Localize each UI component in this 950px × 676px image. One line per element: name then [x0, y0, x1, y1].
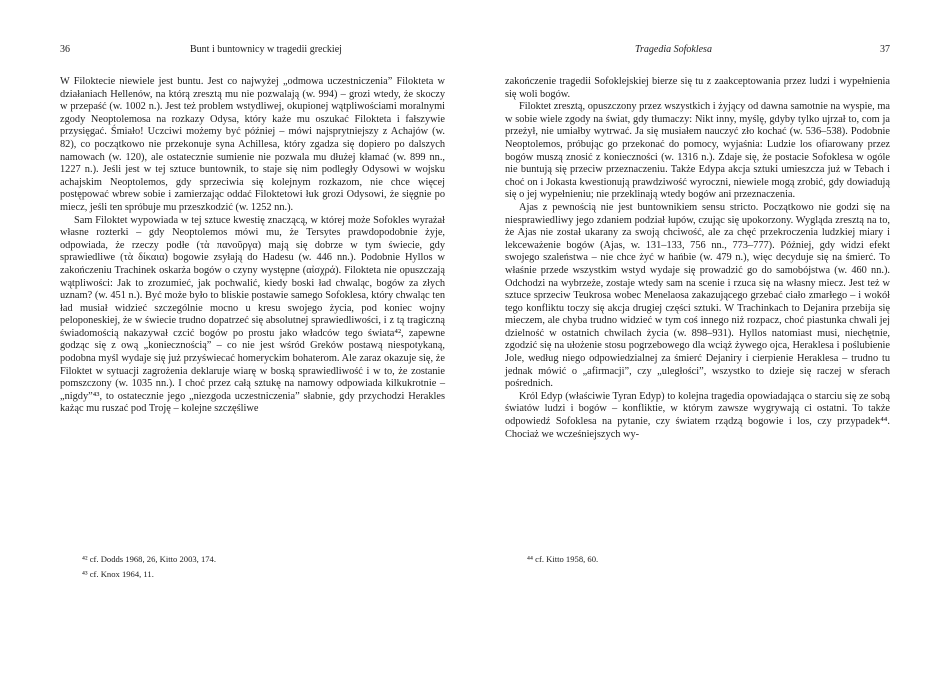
right-page-body — [505, 76, 890, 441]
paragraph: Filoktet zresztą, opuszczony przez wszystkich i żyjący od dawna samotnie na wyspie, ma w sobie wiele zgody na świat, gdy tłumaczy: Nikt inny, myślę, gdyby tylko ujrzał to, com ja przeżył, nie umiałby wytrwać. Ja się musiałem nauczyć zło kochać (w. 536–538). Podobnie Neoptolemos, próbując go przekonać do pomocy, wyjaśnia: Ludzie los ofiarowany przez bogów muszą znosić z konieczności (w. 1316 n.). Zdaje się, że postacie Sofoklesa w ogóle nie buntują się przeciw przeznaczeniu. Także Edypa akcja sztuki umieszcza już w Tebach i choć on i Jokasta kwestionują prawdziwość wyroczni, niewiele mogą zrobić, gdy dowiadują się o jej wypełnieniu; nie przeklinają wtedy bogów ani przeznaczenia. — [505, 101, 890, 201]
right-page-footnotes — [505, 552, 890, 567]
right-page-header — [505, 44, 890, 60]
running-head: Bunt i buntownicy w tragedii greckiej — [190, 44, 342, 55]
left-page-header — [60, 44, 445, 60]
paragraph: W Filoktecie niewiele jest buntu. Jest co najwyżej „odmowa uczestniczenia” Filokteta w działaniach Hellenów, na którą zresztą mu nie pozwalają (w. 994) – grozi wtedy, że skoczy w przepaść (w. 1002 n.). Jest też problem wstydliwej, okupionej wątpliwościami moralnymi zgody Neoptolemosa na rozkazy Odysa, który każe mu oszukać Filokteta i fałszywie przysięgać. Śmiało! Uczciwi możemy być później – mówi najsprytniejszy z Achajów (w. 82), co początkowo nie przekonuje syna Achillesa, który zgadza się dopiero po dalszych namowach (w. 120), ale ostatecznie sumienie nie pozwala mu dłużej kłamać (w. 899 nn., 1227 n.). Jeśli jest w tej sztuce buntownik, to staje się nim podległy Odysowi w wojsku achajskim Neoptolemos, gdy sprzeciwia się kolejnym rozkazom, nie chce więcej postępować wbrew sobie i zamierzając oddać Filoktetowi łuk grozi Odysowi, że sięgnie po miecz, jeśli ten spróbuje mu przeszkodzić (w. 1252 nn.). — [60, 76, 445, 213]
running-head: Tragedia Sofoklesa — [635, 44, 712, 55]
right-page — [505, 0, 890, 676]
left-page-body — [60, 76, 445, 416]
page-number: 37 — [880, 44, 890, 55]
paragraph: Sam Filoktet wypowiada w tej sztuce kwestię znaczącą, w której może Sofokles wyrażał własne rozterki – gdy Neoptolemos mówi mu, że Tersytes prawdopodobnie żyje, odpowiada, że rzeczy podłe (τὰ πανοῦργα) mają się dobrze w tym świecie, gdy sprawiedliwe (τὰ δίκαια) bogowie zsyłają do Hadesu (w. 446 nn.). Podobnie Hyllos w zakończeniu Trachinek oskarża bogów o czyny występne (αἰσχρά). Filokteta nie opuszczają wątpliwości: Jak to zrozumieć, jak pochwalić, kiedy boski ład chwaląc, bogów za złych uznam? (w. 451 n.). Być może było to bliskie postawie samego Sofoklesa, który chwaląc ten ład musiał widzieć szczególnie mocno u kresu swojego życia, pod koniec wojny peloponeskiej, że w świecie trudno dopatrzeć się absolutnej sprawiedliwości, i z tą tragiczną świadomością nakazywał czcić bogów po prostu jako władców tego świata⁴², zapewne godząc się z ową „koniecznością” – co nie jest wśród Greków postawą niespotykaną, podobna myśl wydaje się już przyświecać homeryckim bohaterom. Ale zaraz okazuje się, że Filoktet w sytuacji zagrożenia deklaruje wiarę w boską sprawiedliwość i w to, że zostanie pomszczony (w. 1035 nn.). I choć przez całą sztukę na namowy odpowiada kilkukrotnie – „nigdy”⁴³, to ostatecznie jego „niezgoda uczestniczenia” słabnie, gdy przychodzi Herakles każąc mu ruszać pod Troję – kolejne szczęśliwe — [60, 214, 445, 415]
left-page-footnotes — [60, 552, 445, 582]
page-number: 36 — [60, 44, 70, 55]
footnote: ⁴³ cf. Knox 1964, 11. — [82, 569, 154, 579]
footnote: ⁴⁴ cf. Kitto 1958, 60. — [527, 554, 599, 564]
paragraph: Ajas z pewnością nie jest buntownikiem sensu stricto. Początkowo nie godzi się na niesprawiedliwy jego zdaniem podział łupów, czując się upokorzony. Wygląda zresztą na to, że Ajas nie został ukarany za swoją chciwość, ale za chęć przekroczenia ludzkiej miary i lekceważenie bogów (Ajas, w. 131–133, 756 nn., 773–777). Później, gdy widzi efekt swojego szaleństwa – nie chce żyć w hańbie (w. 479 n.), więc decyduje się na śmierć. To właśnie przede wszystkim wstyd wydaje się prowadzić go do samobójstwa (w. 460 nn.). Odchodzi na wybrzeże, zostaje wtedy sam na scenie i rzuca się na własny miecz. Jest też w sztuce sprzeciw Teukrosa wobec Menelaosa zakazującego grzebać ciało zmarłego – i wokół tego konfliktu toczy się akcja drugiej części sztuki. W Trachinkach to Dejanira przebija się mieczem, ale chyba trudno widzieć w tym coś innego niż rozpacz, choć piastunka chwali jej dzielność w ostatnich chwilach życia (w. 898–931). Hyllos natomiast musi, niechętnie, zgodzić się na ułożenie stosu pogrzebowego dla wciąż żywego ojca, Heraklesa i poślubienie Jole, według niego odpowiedzialnej za śmierć Dejaniry i cierpienie Heraklesa – trudno tu jednak mówić o „afirmacji”, czy „uległości”, wszystko to dzieje się raczej w sferach pośrednich. — [505, 201, 890, 390]
left-page — [60, 0, 445, 676]
paragraph: zakończenie tragedii Sofoklejskiej bierze się tu z zaakceptowania przez ludzi i wypełnienia się woli bogów. — [505, 76, 890, 100]
paragraph: Król Edyp (właściwie Tyran Edyp) to kolejna tragedia opowiadająca o starciu się ze sobą światów ludzi i bogów – konfliktie, w którym zawsze wygrywają ci ostatni. To także odpowiedź Sofoklesa na pytanie, czy światem rządzą bogowie i los, czy przypadek⁴⁴. Chociaż we wcześniejszych wy- — [505, 390, 890, 440]
footnote: ⁴² cf. Dodds 1968, 26, Kitto 2003, 174. — [82, 554, 216, 564]
